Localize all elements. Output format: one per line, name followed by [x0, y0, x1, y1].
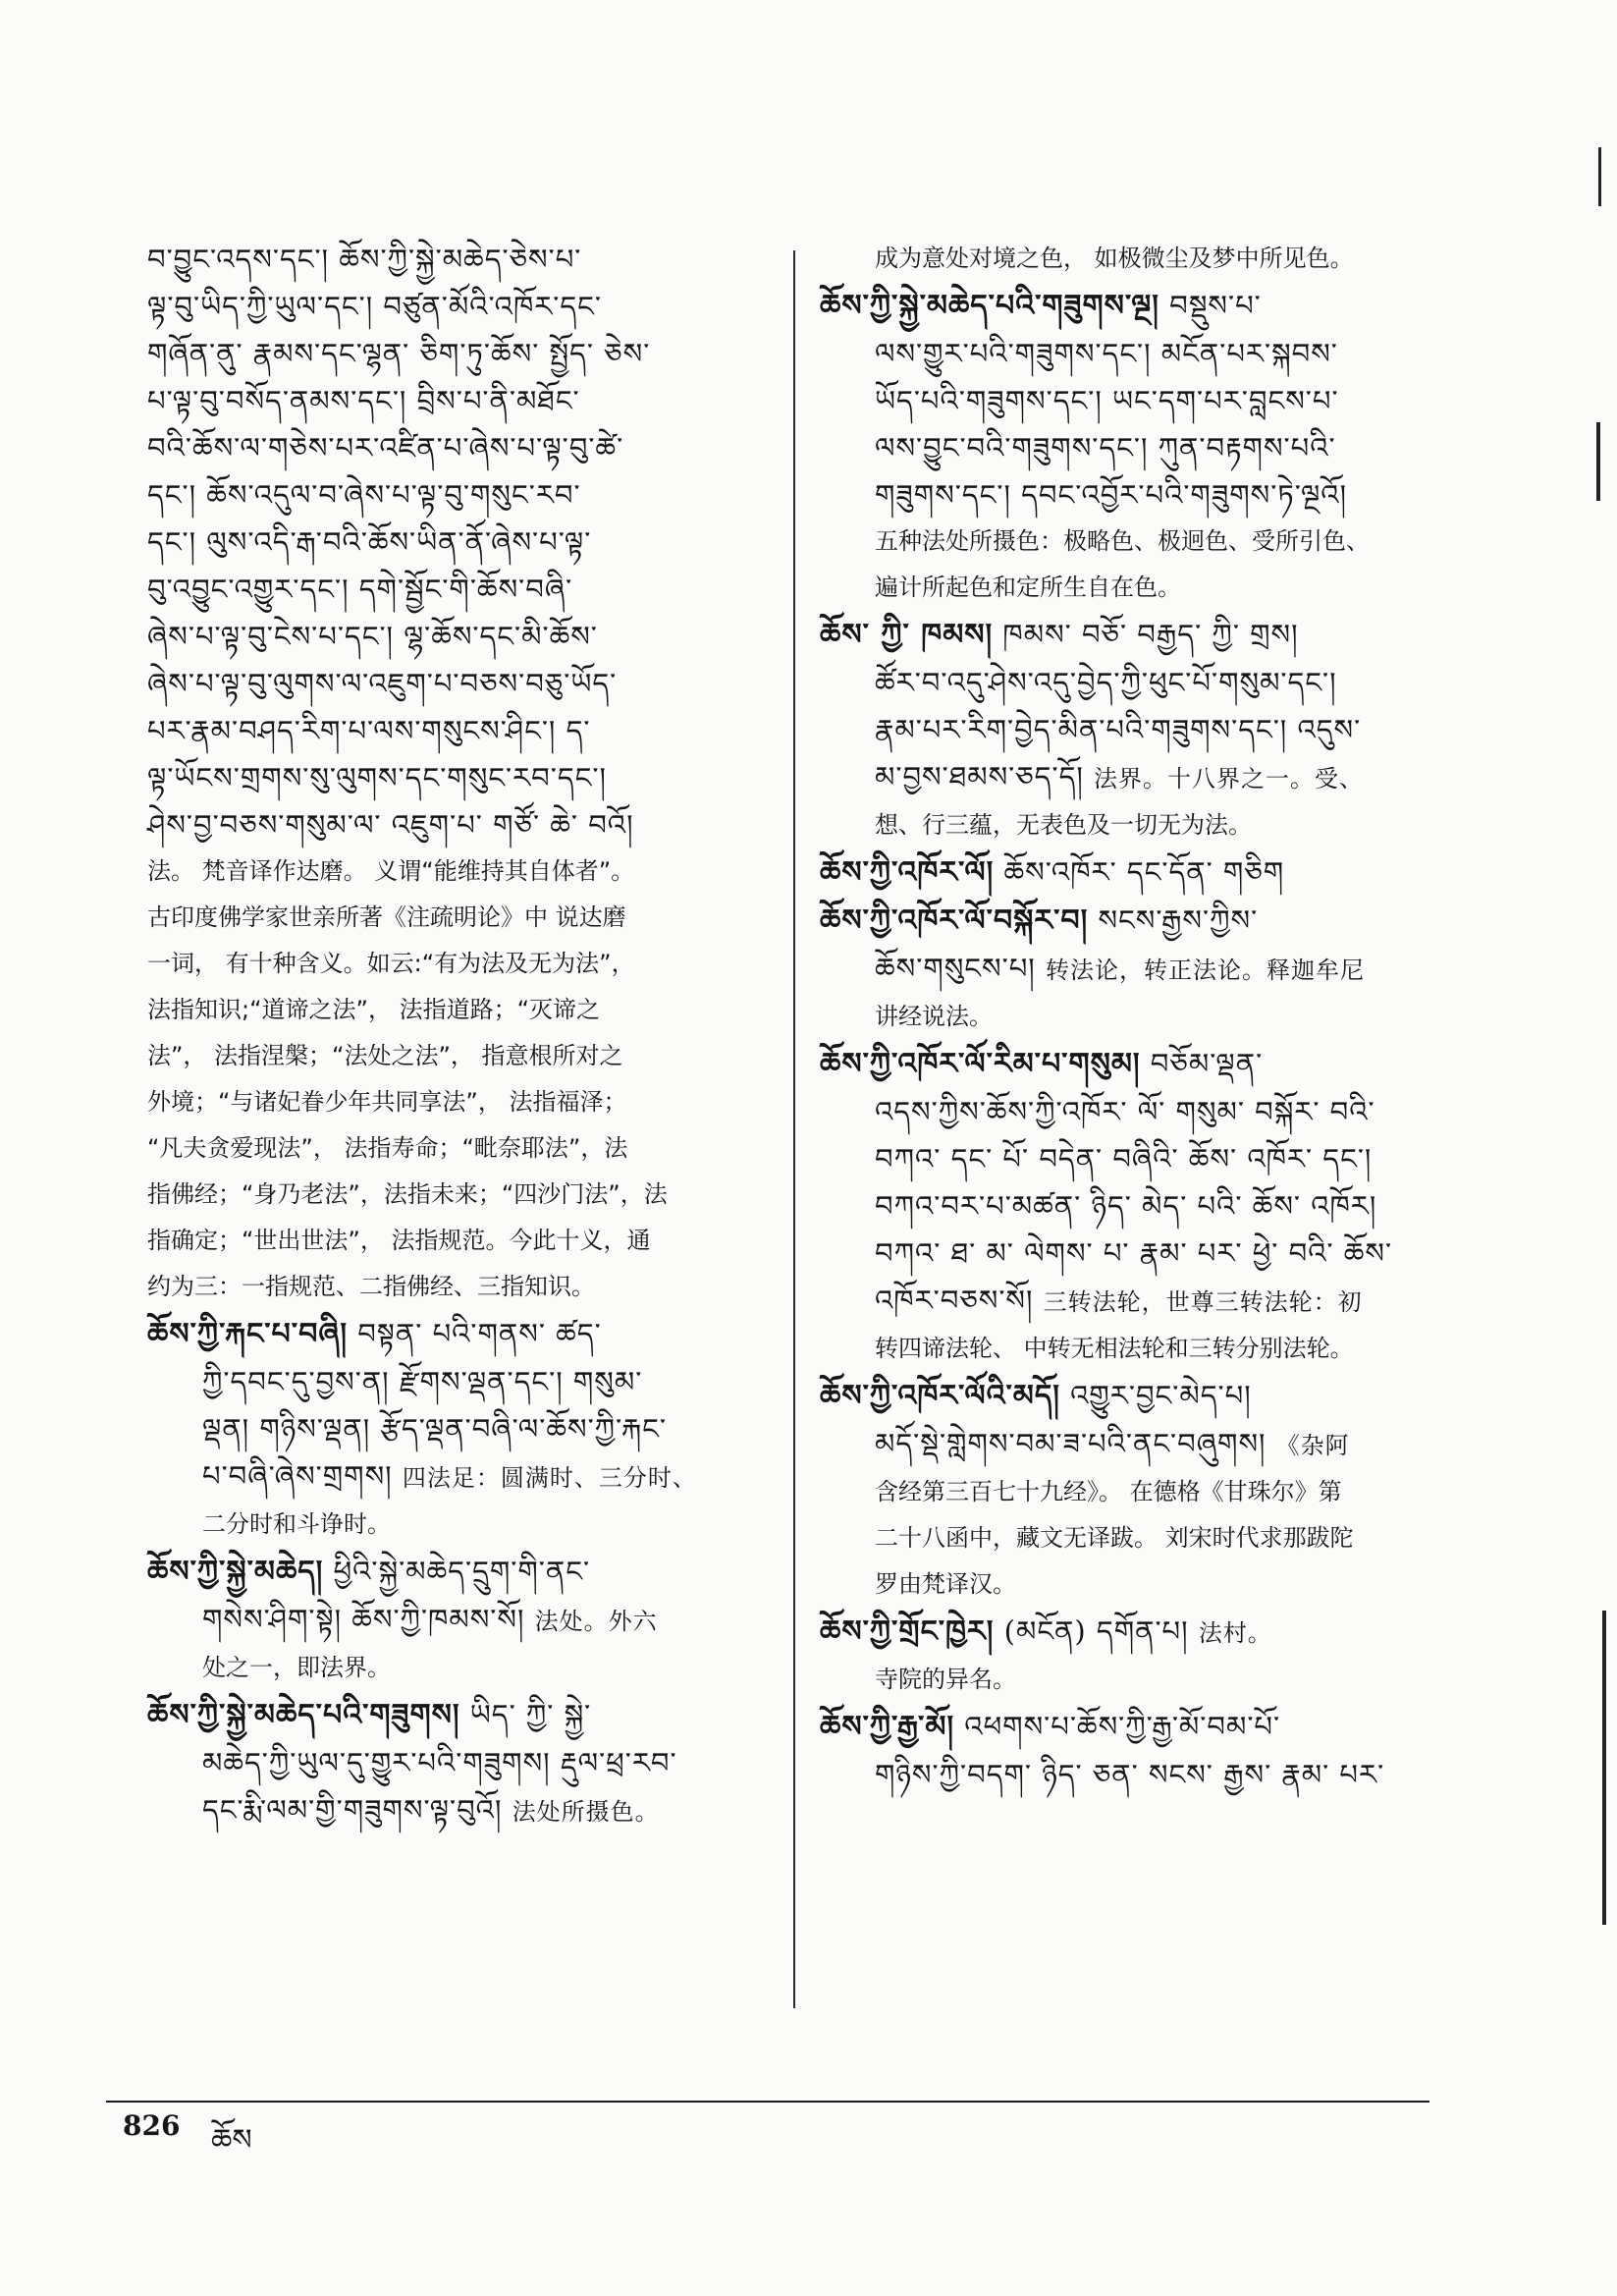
tibetan-line: བསྟན་ པའི་གནས་ ཚད་ — [357, 1317, 602, 1350]
scan-edge-mark — [1596, 422, 1600, 501]
tibetan-line: བཀའ་ དང་ པོ་ བདེན་ བཞིའི་ ཆོས་ འཁོར་ དང་། — [875, 1142, 1373, 1175]
tibetan-line: མཆེད་ཀྱི་ཡུལ་དུ་གྱུར་པའི་གཟུགས། རྡུལ་ཕྲ་རབ་ — [202, 1746, 677, 1779]
dictionary-entry — [820, 848, 1463, 897]
chinese-definition: 二分时和斗诤时。 — [202, 1510, 391, 1538]
dictionary-entry — [147, 1548, 766, 1691]
dictionary-entry — [820, 897, 1463, 1040]
tibetan-line: ཁམས་ བཅོ་ བརྒྱད་ ཀྱི་ གྲས། — [1002, 618, 1299, 651]
chinese-definition: 想、行三蕴，无表色及一切无为法。 — [875, 811, 1252, 839]
entry-headword: ཆོས་ཀྱི་འཁོར་ལོའི་མདོ། — [820, 1379, 1060, 1413]
tibetan-line: པར་རྣམ་བཤད་རིག་པ་ལས་གསུངས་ཤིང་། ད་ — [147, 714, 591, 747]
entry-headword: ཆོས་ཀྱི་རྒྱ་མོ། — [820, 1710, 955, 1744]
tibetan-line: བཀའ་བར་པ་མཚན་ ཉིད་ མེད་ པའི་ ཆོས་ འཁོར། — [875, 1189, 1377, 1223]
entry-headword: ཆོས་ཀྱི་སྐྱེ་མཆེད་པའི་གཟུགས། — [147, 1698, 460, 1732]
tibetan-line: རྣམ་པར་རིག་བྱེད་མིན་པའི་གཟུགས་དང་། འདུས་ — [875, 713, 1362, 746]
chinese-definition: 三转法轮，世尊三转法轮：初 — [1043, 1288, 1363, 1316]
tibetan-line: དང་། ལུས་འདི་རྒ་བའི་ཆོས་ཡིན་ནོ་ཞེས་པ་ལྟ་ — [147, 525, 592, 559]
dictionary-entry — [820, 1372, 1463, 1608]
chinese-definition: 法村。 — [1198, 1619, 1272, 1647]
chinese-definition: 指确定；“世出世法”， 法指规范。今此十义，通 — [147, 1227, 651, 1254]
tibetan-line: ཡོད་པའི་གཟུགས་དང་། ཡང་དག་པར་བླངས་པ་ — [875, 384, 1339, 417]
chinese-definition: 讲经说法。 — [875, 1003, 993, 1030]
dictionary-entry — [147, 1310, 766, 1548]
tibetan-line: མདོ་སྡེ་གླེགས་བམ་ཟ་པའི་ནང་བཞུགས། — [875, 1427, 1267, 1460]
entry-headword: ཆོས་ཀྱི་འཁོར་ལོ་རིམ་པ་གསུམ། — [820, 1047, 1141, 1081]
tibetan-line: གཟུགས་དང་། དབང་འབྱོར་པའི་གཟུགས་ཏེ་ལྔའོ། — [875, 478, 1348, 512]
tibetan-line: མ་བྱས་ཐམས་ཅད་དོ། — [875, 760, 1084, 793]
chinese-definition: 古印度佛学家世亲所著《注疏明论》中 说达磨 — [147, 903, 626, 931]
dictionary-entry — [820, 1040, 1463, 1372]
tibetan-line: ལས་གྱུར་པའི་གཟུགས་དང་། མངོན་པར་སྐབས་ — [875, 337, 1338, 370]
tibetan-line: བུ་འབྱུང་འགྱུར་དང་། དགེ་སྦྱོང་གི་ཆོས་བཞི་ — [147, 573, 573, 606]
tibetan-line: ཆོས་འཁོར་ དང་དོན་ གཅིག — [1003, 855, 1285, 889]
tibetan-line: (མངོན) དགོན་པ། — [1003, 1614, 1189, 1648]
chinese-definition: “凡夫贪爱现法”， 法指寿命；“毗奈耶法”，法 — [147, 1134, 628, 1162]
tibetan-line: ཀྱི་དབང་དུ་བྱས་ན། རྫོགས་ལྡན་དང་། གསུམ་ — [202, 1365, 643, 1398]
entry-headword: ཆོས་ཀྱི་སྐྱེ་མཆེད། — [147, 1555, 324, 1589]
chinese-definition: 外境；“与诸妃眷少年共同享法”， 法指福泽； — [147, 1088, 627, 1116]
running-head: ཆོས — [211, 2123, 252, 2158]
tibetan-line: བ་བྱུང་འདས་དང་། ཆོས་ཀྱི་སྐྱེ་མཆེད་ཅེས་པ་ — [147, 243, 582, 276]
tibetan-line: ལས་བྱུང་བའི་གཟུགས་དང་། ཀུན་བརྟགས་པའི་ — [875, 431, 1336, 465]
chinese-definition: 指佛经；“身乃老法”，法指未来；“四沙门法”，法 — [147, 1180, 668, 1208]
column-divider — [793, 250, 795, 2008]
chinese-definition: 处之一，即法界。 — [202, 1654, 391, 1681]
dictionary-entry — [820, 282, 1463, 611]
chinese-definition: 转四谛法轮、 中转无相法轮和三转分别法轮。 — [875, 1335, 1354, 1362]
chinese-definition: 法处所摄色。 — [512, 1798, 660, 1826]
tibetan-line: ཞེས་པ་ལྟ་བུ་ལུགས་ལ་འཇུག་པ་བཅས་བཅུ་ཡོད་ — [147, 667, 618, 700]
tibetan-line: ལྟ་བུ་ཡིད་ཀྱི་ཡུལ་དང་། བཙུན་མོའི་འཁོར་དང་ — [147, 290, 603, 323]
tibetan-line: ཕྱིའི་སྐྱེ་མཆེད་དྲུག་གི་ནང་ — [333, 1555, 591, 1588]
tibetan-line: སངས་རྒྱས་ཀྱིས་ — [1098, 903, 1259, 937]
tibetan-line: བསྡུས་པ་ — [1169, 289, 1262, 322]
tibetan-line: འཁོར་བཅས་སོ། — [875, 1284, 1034, 1317]
tibetan-line: གཉིས་ཀྱི་བདག་ ཉིད་ ཅན་ སངས་ རྒྱས་ རྣམ་ པར་ — [875, 1758, 1385, 1791]
chinese-definition: 含经第三百七十九经》。 在德格《甘珠尔》第 — [875, 1478, 1342, 1505]
entry-headword: ཆོས་ཀྱི་རྐང་པ་བཞི། — [147, 1317, 348, 1351]
tibetan-line: འགྱུར་བྱང་མེད་པ། — [1070, 1379, 1252, 1412]
chinese-definition: 二十八函中，藏文无译跋。 刘宋时代求那跋陀 — [875, 1524, 1354, 1552]
tibetan-line: དང་། ཆོས་འདུལ་བ་ཞེས་པ་ལྟ་བུ་གསུང་རབ་ — [147, 478, 581, 512]
entry-headword: ཆོས་ཀྱི་སྐྱེ་མཆེད་པའི་གཟུགས་ལྔ། — [820, 289, 1159, 323]
tibetan-line: གསེས་ཤིག་སྟེ། ཆོས་ཀྱི་ཁམས་སོ། — [202, 1603, 525, 1636]
entry-headword: ཆོས་ ཀྱི་ ཁམས། — [820, 618, 994, 652]
chinese-definition: 罗由梵译汉。 — [875, 1570, 1016, 1598]
dictionary-entry — [147, 1691, 766, 1835]
entry-continuation — [147, 236, 766, 1310]
chinese-definition: 寺院的异名。 — [875, 1666, 1016, 1693]
entry-headword: ཆོས་ཀྱི་འཁོར་ལོ། — [820, 855, 995, 890]
chinese-definition: 成为意处对境之色， 如极微尘及梦中所见色。 — [875, 245, 1354, 272]
chinese-definition: 《杂阿 — [1275, 1432, 1350, 1459]
tibetan-line: ཆོས་གསུངས་པ། — [875, 952, 1036, 985]
tibetan-line: འདས་ཀྱིས་ཆོས་ཀྱི་འཁོར་ ལོ་ གསུམ་ བསྐོར་ བའི་ — [875, 1095, 1375, 1128]
right-column — [820, 236, 1463, 1798]
dictionary-entry — [820, 611, 1463, 848]
tibetan-line: ཚོར་བ་འདུ་ཤེས་འདུ་བྱེད་ཀྱི་ཕུང་པོ་གསུམ་དང་། — [875, 666, 1337, 699]
tibetan-line: ཤེས་བྱ་བཅས་གསུམ་ལ་ འཇུག་པ་ གཙོ་ ཆེ་ བའོ། — [147, 808, 634, 842]
left-column — [147, 236, 766, 1835]
tibetan-line: བའི་ཆོས་ལ་གཅེས་པར་འཛིན་པ་ཞེས་པ་ལྟ་བུ་ཚེ་ — [147, 431, 624, 465]
page-number: 826 — [123, 2109, 181, 2142]
chinese-definition: 四法足：圆满时、三分时、 — [402, 1464, 697, 1492]
chinese-definition: 法处。外六 — [534, 1608, 658, 1635]
tibetan-line: ལྡན། གཉིས་ལྡན། རྩོད་ལྡན་བཞི་ལ་ཆོས་ཀྱི་རྐང་ — [202, 1412, 667, 1446]
tibetan-line: ཡིད་ ཀྱི་ སྐྱེ་ — [469, 1698, 592, 1731]
tibetan-line: དང་རྨི་ལམ་གྱི་གཟུགས་ལྟ་བུའོ། — [202, 1793, 503, 1827]
chinese-definition: 一词， 有十种含义。如云:“有为法及无为法”， — [147, 950, 635, 977]
entry-headword: ཆོས་ཀྱི་འཁོར་ལོ་བསྐོར་བ། — [820, 903, 1089, 938]
chinese-definition: 法。 梵音译作达磨。 义谓“能维持其自体者”。 — [147, 857, 635, 885]
tibetan-line: གཞོན་ནུ་ རྣམས་དང་ལྷན་ ཅིག་ཏུ་ཆོས་ སྤྱོད་ ཅེས་ — [147, 337, 651, 370]
tibetan-line: བཅོམ་ལྡན་ — [1150, 1047, 1264, 1080]
scan-edge-mark — [1598, 147, 1601, 206]
chinese-definition: 五种法处所摄色：极略色、极迥色、受所引色、 — [875, 527, 1370, 555]
chinese-definition: 法”， 法指涅槃；“法处之法”， 指意根所对之 — [147, 1042, 623, 1069]
chinese-definition: 约为三：一指规范、二指佛经、三指知识。 — [147, 1273, 595, 1300]
entry-continuation — [820, 236, 1463, 282]
tibetan-line: པ་བཞི་ཞེས་གྲགས། — [202, 1459, 393, 1493]
dictionary-entry — [820, 1608, 1463, 1703]
tibetan-line: པ་ལྟ་བུ་བསོད་ནམས་དང་། བྲིས་པ་ནི་མཐོང་ — [147, 384, 580, 417]
chinese-definition: 法指知识;“道谛之法”， 法指道路；“灭谛之 — [147, 996, 601, 1023]
tibetan-line: བཀའ་ ཐ་ མ་ ལེགས་ པ་ རྣམ་ པར་ ཕྱེ་ བའི་ ཆོས་ — [875, 1236, 1393, 1270]
tibetan-line: ཞེས་པ་ལྟ་བུ་ངེས་པ་དང་། ལྷ་ཆོས་དང་མི་ཆོས་ — [147, 620, 598, 653]
dictionary-entry — [820, 1703, 1463, 1798]
tibetan-line: ལྟ་ཡོངས་གྲགས་སུ་ལུགས་དང་གསུང་རབ་དང་། — [147, 761, 607, 794]
chinese-definition: 转法论，转正法论。释迦牟尼 — [1045, 957, 1365, 984]
footer-rule — [106, 2101, 1429, 2103]
tibetan-line: འཕགས་པ་ཆོས་ཀྱི་རྒྱ་མོ་བམ་པོ་ — [964, 1710, 1281, 1743]
chinese-definition: 遍计所起色和定所生自在色。 — [875, 574, 1181, 601]
chinese-definition: 法界。十八界之一。受、 — [1094, 765, 1365, 793]
entry-headword: ཆོས་ཀྱི་གྲོང་ཁྱེར། — [820, 1614, 995, 1649]
scan-edge-mark — [1602, 1611, 1606, 1925]
